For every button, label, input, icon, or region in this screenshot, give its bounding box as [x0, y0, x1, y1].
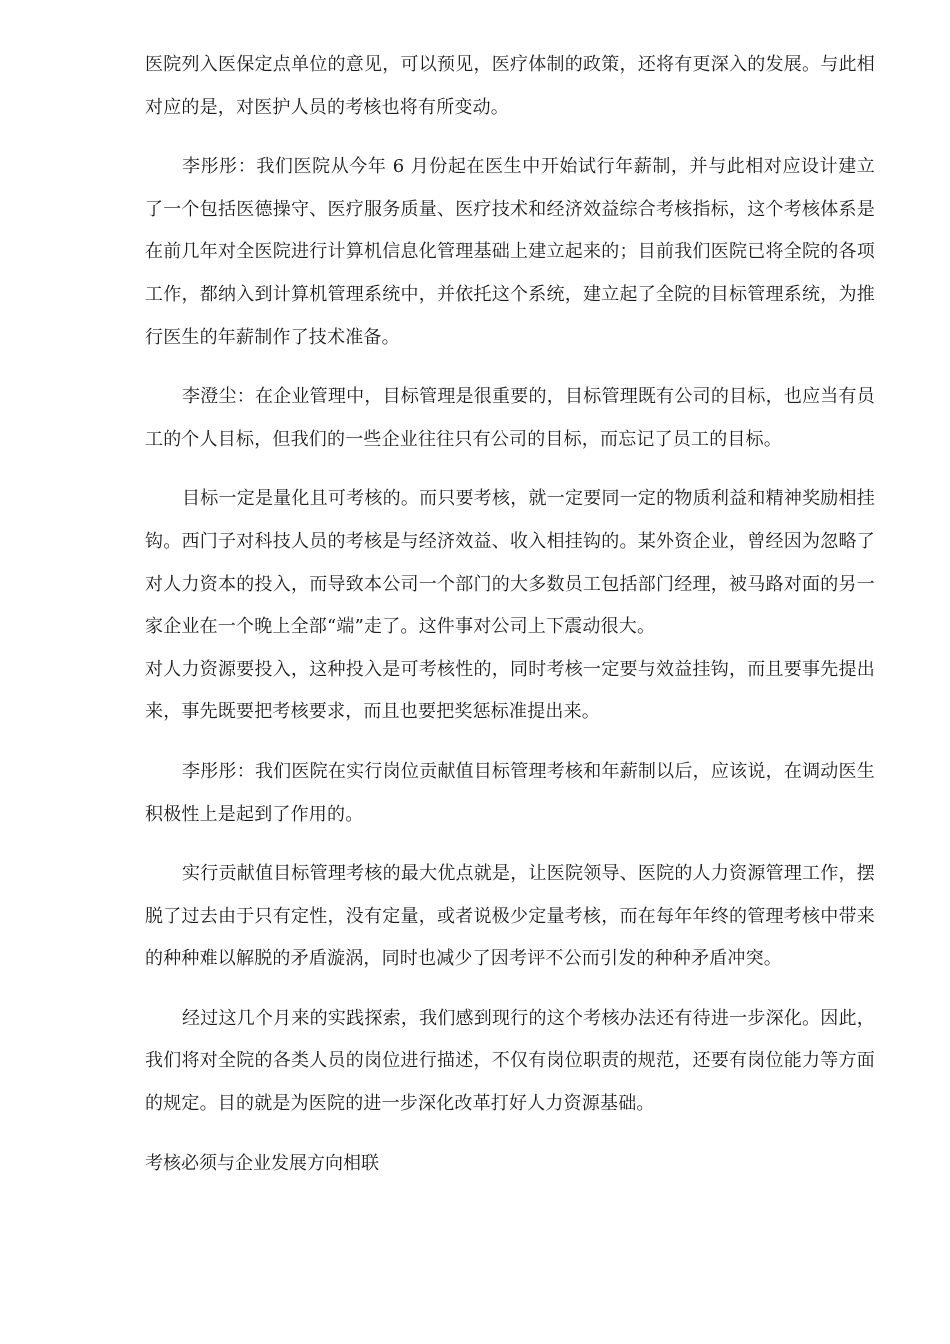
paragraph-hr-investment: 对人力资源要投入，这种投入是可考核性的，同时考核一定要与效益挂钩，而且要事先提出来，事先既要把考核要求，而且也要把奖惩标准提出来。 [145, 658, 875, 723]
paragraph-practice-exploration: 经过这几个月来的实践探索，我们感到现行的这个考核办法还有待进一步深化。因此，我们将对全院的各类人员的岗位进行描述，不仅有岗位职责的规范，还要有岗位能力等方面的规定。目的就是为医院的进一步深化改革打好人力资源基础。 [145, 1007, 875, 1115]
paragraph-contribution-advantage: 实行贡献值目标管理考核的最大优点就是，让医院领导、医院的人力资源管理工作，摆脱了过去由于只有定性，没有定量，或者说极少定量考核，而在每年年终的管理考核中带来的种种难以解脱的矛盾漩涡，同时也减少了因考评不公而引发的种种矛盾冲突。 [145, 863, 875, 970]
paragraph-quantified-goals: 目标一定是量化且可考核的。而只要考核，就一定要同一定的物质利益和精神奖励相挂钩。西门子对科技人员的考核是与经济效益、收入相挂钩的。某外资企业，曾经因为忽略了对人力资本的投入，而导致本公司一个部门的大多数员工包括部门经理，被马路对面的另一家企业在一个晚上全部“端”走了。这件事对公司上下震动很大。 [145, 488, 875, 638]
paragraph-continued: 医院列入医保定点单位的意见，可以预见，医疗体制的政策，还将有更深入的发展。与此相对应的是，对医护人员的考核也将有所变动。 [145, 54, 875, 118]
paragraph-li-tongtong-effect: 李彤彤：我们医院在实行岗位贡献值目标管理考核和年薪制以后，应该说，在调动医生积极性上是起到了作用的。 [145, 760, 875, 825]
section-heading: 考核必须与企业发展方向相联 [145, 1152, 379, 1174]
paragraph-li-tongtong-salary: 李彤彤：我们医院从今年 6 月份起在医生中开始试行年薪制，并与此相对应设计建立了一个包括医德操守、医疗服务质量、医疗技术和经济效益综合考核指标，这个考核体系是在前几年对全医院进行计算机信息化管理基础上建立起来的；目前我们医院已将全院的各项工作，都纳入到计算机管理系统中，并依托这个系统，建立起了全院的目标管理系统，为推行医生的年薪制作了技术准备。 [145, 156, 875, 348]
paragraph-li-chengchen-goals: 李澄尘：在企业管理中，目标管理是很重要的，目标管理既有公司的目标，也应当有员工的个人目标，但我们的一些企业往往只有公司的目标，而忘记了员工的目标。 [145, 386, 875, 450]
document-page [145, 44, 875, 1185]
